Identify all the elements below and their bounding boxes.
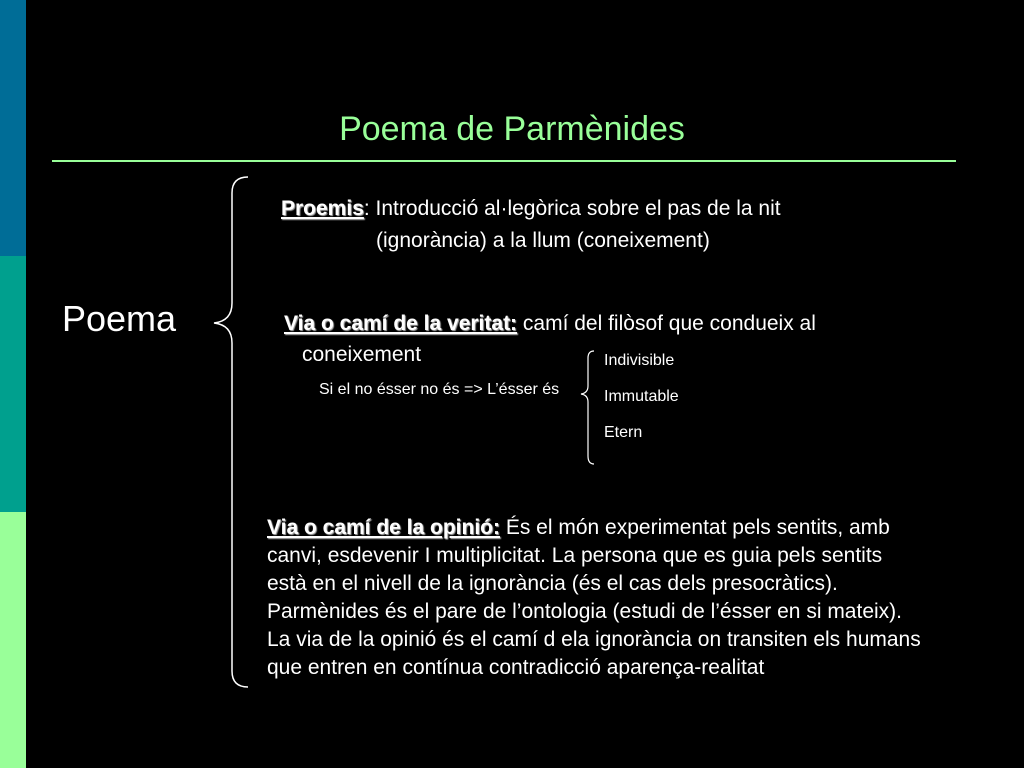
- poema-label: Poema: [62, 298, 177, 339]
- opinio-line-4: Parmènides és el pare de l’ontologia (estudi de l’ésser en si mateix).: [267, 600, 902, 623]
- opinio-line-5: La via de la opinió és el camí d ela ignorància on transiten els humans: [267, 628, 921, 651]
- proemis-line-2: (ignorància) a la llum (coneixement): [376, 229, 710, 252]
- side-bar-bottom: [0, 512, 26, 768]
- veritat-line-2: coneixement: [302, 343, 422, 366]
- proemis-line-1: [281, 195, 781, 223]
- opinio-paragraph: [267, 514, 1007, 682]
- opinio-heading: Via o camí de la opinió:: [267, 516, 500, 539]
- veritat-line-1: [284, 310, 816, 338]
- opinio-line-3: està en el nivell de la ignorància (és el cas dels presocràtics).: [267, 572, 838, 595]
- veritat-text-1: camí del filòsof que condueix al: [517, 312, 816, 335]
- opinio-text-1: És el món experimentat pels sentits, amb: [500, 516, 890, 539]
- opinio-line-1: [267, 514, 1007, 542]
- proemis-text-1: : Introducció al·legòrica sobre el pas de la nit: [363, 197, 781, 220]
- veritat-heading: Via o camí de la veritat:: [284, 312, 518, 335]
- opinio-line-2: canvi, esdevenir I multiplicitat. La persona que es guia pels sentits: [267, 544, 883, 567]
- slide-title: Poema de Parmènides: [339, 110, 685, 148]
- veritat-premise: Si el no ésser no és => L’ésser és: [319, 381, 560, 398]
- proemis-heading: Proemis: [281, 197, 364, 220]
- title-underline: [52, 160, 956, 162]
- attributes-brace: [580, 350, 596, 466]
- attribute-etern: Etern: [604, 424, 643, 441]
- opinio-line-6: que entren en contínua contradicció aparença-realitat: [267, 656, 765, 679]
- attribute-immutable: Immutable: [604, 388, 679, 405]
- side-bar-middle: [0, 256, 26, 512]
- attribute-indivisible: Indivisible: [604, 352, 675, 369]
- main-brace: [212, 175, 252, 695]
